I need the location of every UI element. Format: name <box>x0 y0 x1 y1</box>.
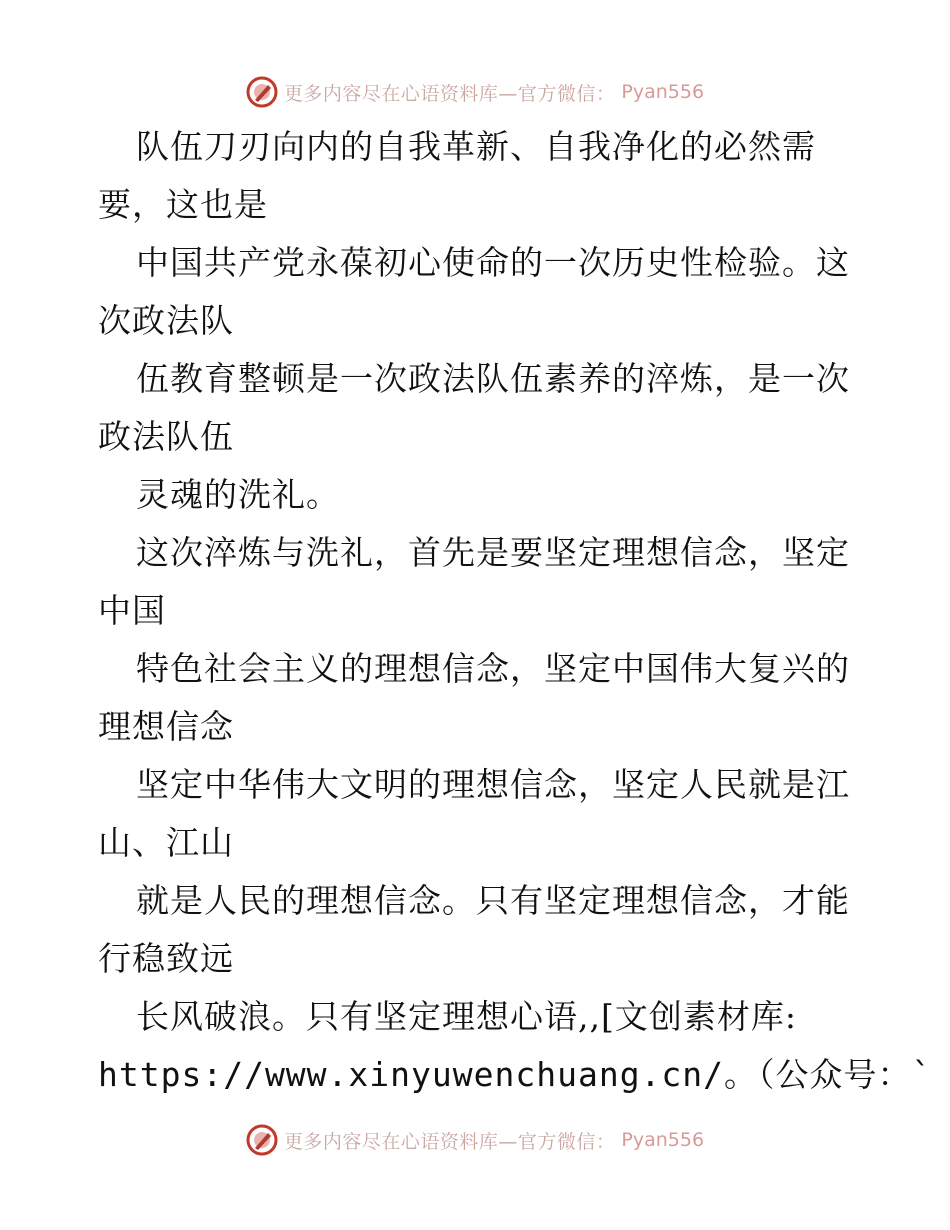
body-line: 伍教育整顿是一次政法队伍素养的淬炼，是一次 <box>136 359 850 398</box>
body-line: 行稳致远 <box>98 939 234 978</box>
body-line: 就是人民的理想信念。只有坚定理想信念，才能 <box>136 881 850 920</box>
watermark-text: 更多内容尽在心语资料库—官方微信： <box>283 1130 616 1153</box>
body-line: 特色社会主义的理想信念，坚定中国伟大复兴的 <box>136 649 850 688</box>
body-line: 中国共产党永葆初心使命的一次历史性检验。这 <box>136 243 850 282</box>
footer-watermark <box>0 1120 950 1160</box>
header-watermark <box>0 72 950 112</box>
body-line: 这次淬炼与洗礼，首先是要坚定理想信念，坚定 <box>136 533 850 572</box>
pen-logo-icon <box>246 1124 278 1156</box>
body-line-url: https://www.xinyuwenchuang.cn/。（公众号：` <box>98 1055 933 1094</box>
body-line: 理想信念 <box>98 707 234 746</box>
watermark-wechat-id: Pyan556 <box>621 1129 705 1151</box>
document-body <box>98 118 933 1104</box>
body-line: 山、江山 <box>98 823 234 862</box>
body-line: 政法队伍 <box>98 417 234 456</box>
body-line: 要，这也是 <box>98 185 268 224</box>
body-line: 队伍刀刃向内的自我革新、自我净化的必然需 <box>136 127 816 166</box>
body-line: 中国 <box>98 591 166 630</box>
watermark-text: 更多内容尽在心语资料库—官方微信： <box>283 82 616 105</box>
body-line: 长风破浪。只有坚定理想心语,,[文创素材库: <box>136 997 797 1036</box>
body-line: 灵魂的洗礼。 <box>136 475 340 514</box>
pen-logo-icon <box>246 76 278 108</box>
body-line: 次政法队 <box>98 301 234 340</box>
body-line: 坚定中华伟大文明的理想信念，坚定人民就是江 <box>136 765 850 804</box>
watermark-wechat-id: Pyan556 <box>621 81 705 103</box>
